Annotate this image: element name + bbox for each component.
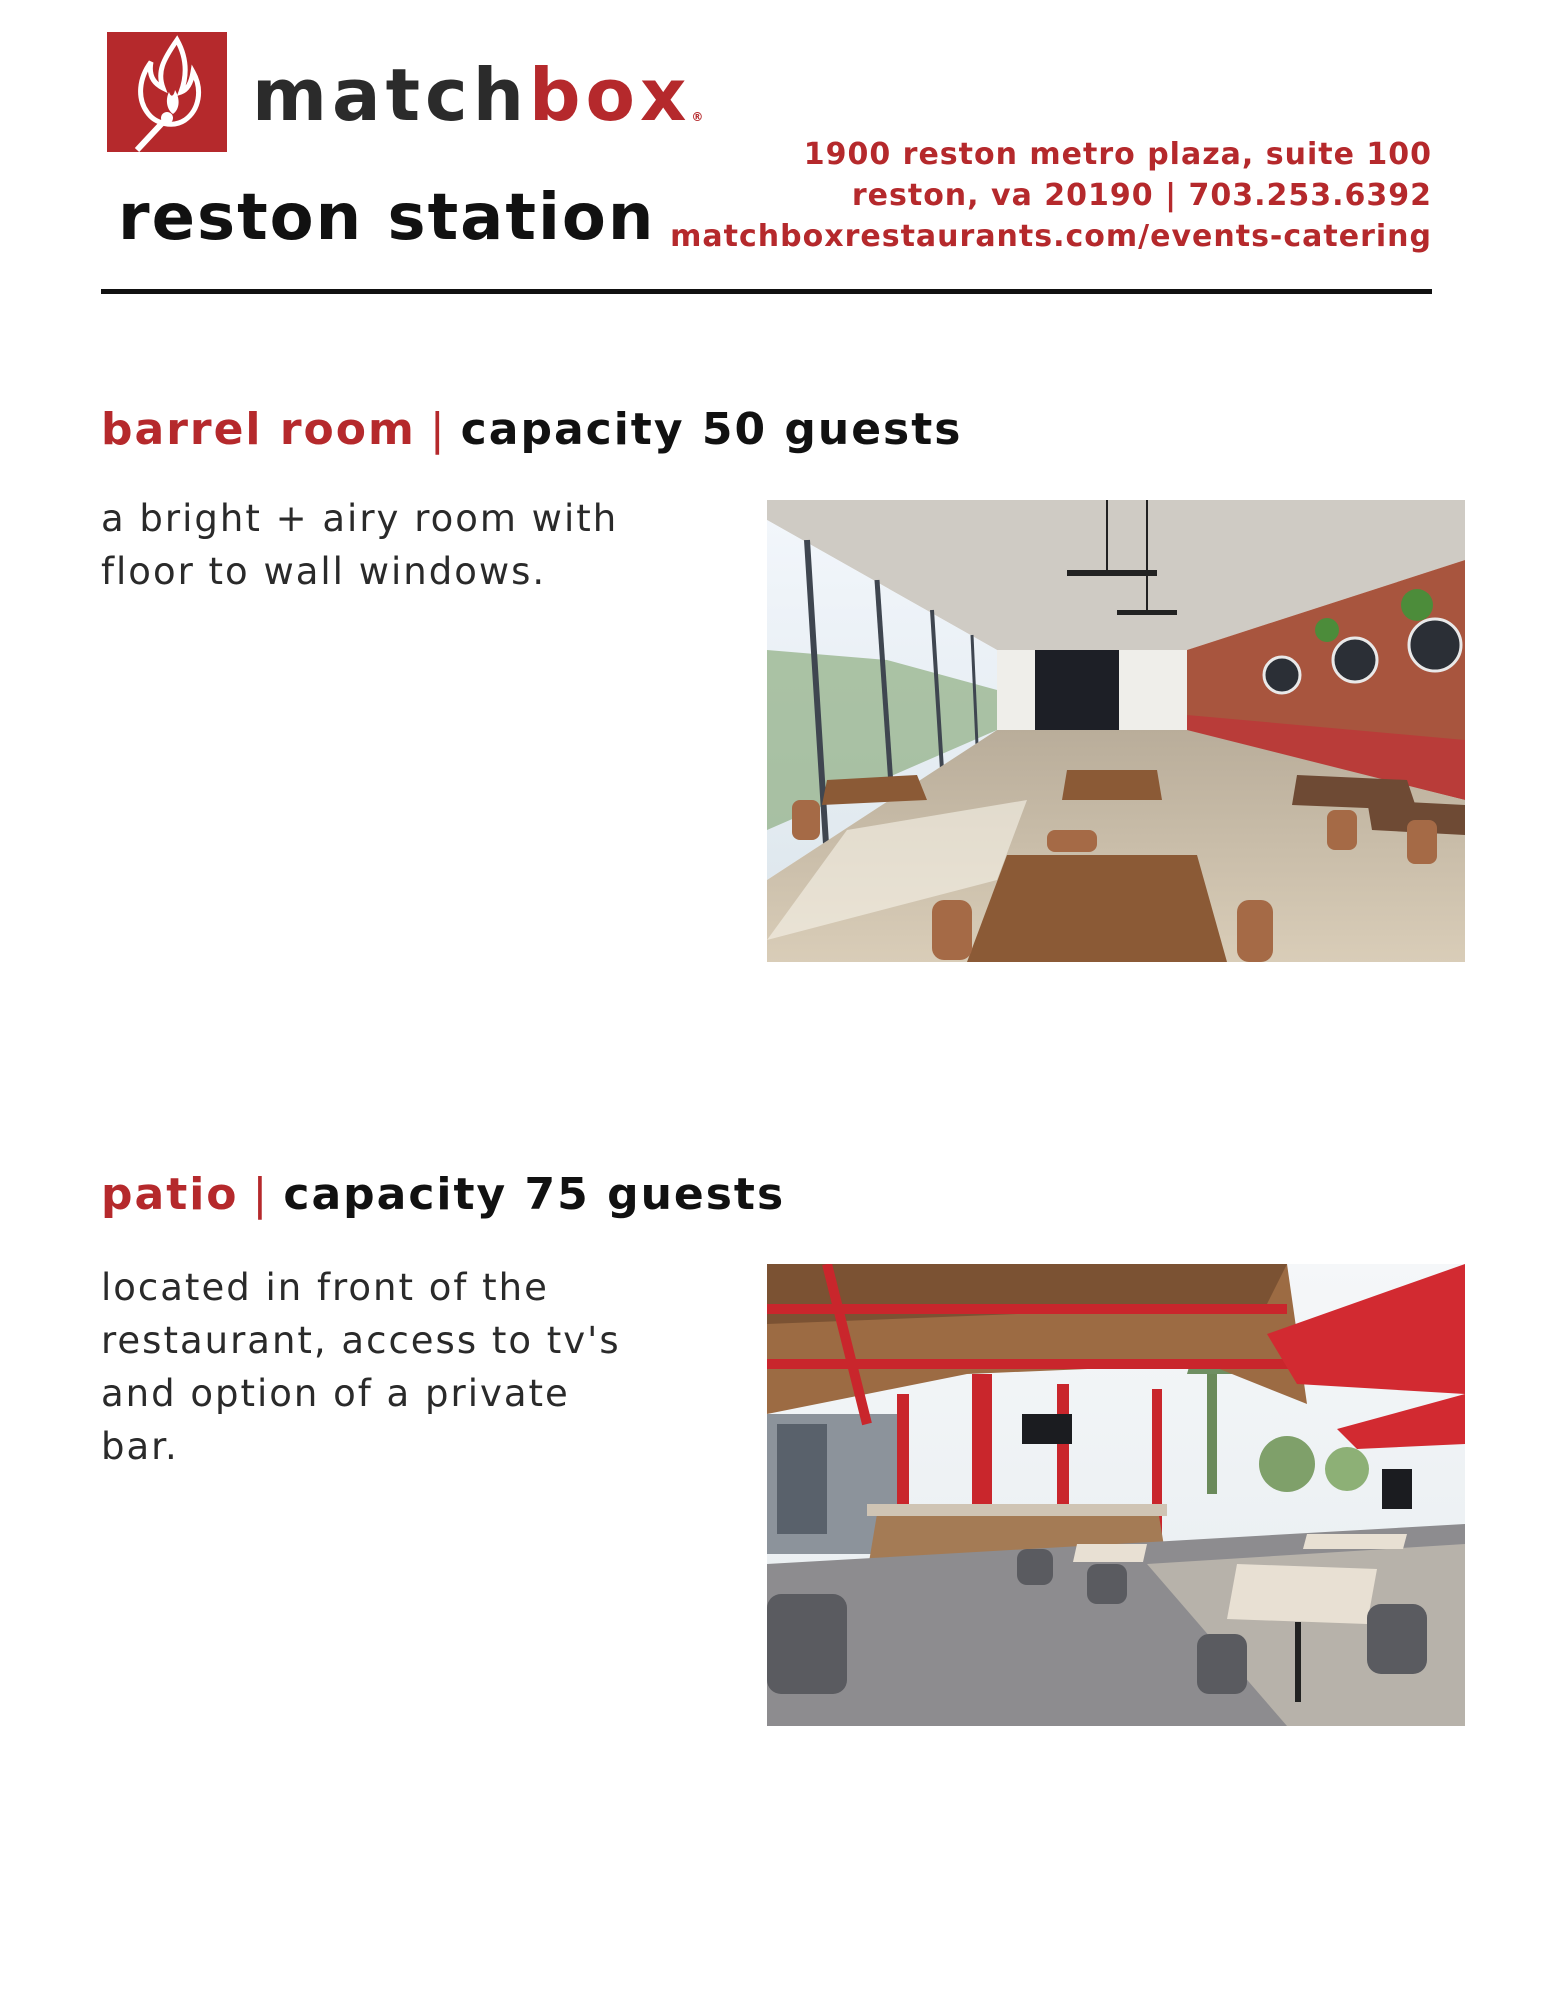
- address-line1: 1900 reston metro plaza, suite 100: [803, 137, 1432, 172]
- address-line2: reston, va 20190 | 703.253.6392: [851, 178, 1432, 213]
- room-capacity: capacity 50 guests: [460, 404, 963, 455]
- website-link[interactable]: matchboxrestaurants.com/events-catering: [670, 219, 1432, 254]
- barrel-room-heading: [101, 403, 962, 457]
- location-name: reston station: [118, 181, 656, 255]
- patio-description: located in front of the restaurant, access to tv's and option of a private bar.: [101, 1266, 621, 1468]
- brand-wordmark: [252, 50, 703, 140]
- heading-separator: |: [429, 404, 447, 455]
- contact-block: [670, 134, 1432, 257]
- matchbox-logo-icon: [107, 32, 227, 152]
- barrel-room-photo: [767, 500, 1465, 962]
- room-capacity: capacity 75 guests: [283, 1169, 786, 1220]
- brand-name-part2: box: [528, 53, 692, 137]
- room-name: patio: [101, 1169, 239, 1220]
- brand-name-part1: match: [252, 53, 529, 137]
- header-divider: [101, 289, 1432, 294]
- room-name: barrel room: [101, 404, 416, 455]
- patio-heading: [101, 1168, 785, 1222]
- heading-separator: |: [252, 1169, 270, 1220]
- barrel-room-description: a bright + airy room with floor to wall windows.: [101, 497, 619, 593]
- registered-mark: ®: [691, 110, 704, 124]
- patio-photo: [767, 1264, 1465, 1726]
